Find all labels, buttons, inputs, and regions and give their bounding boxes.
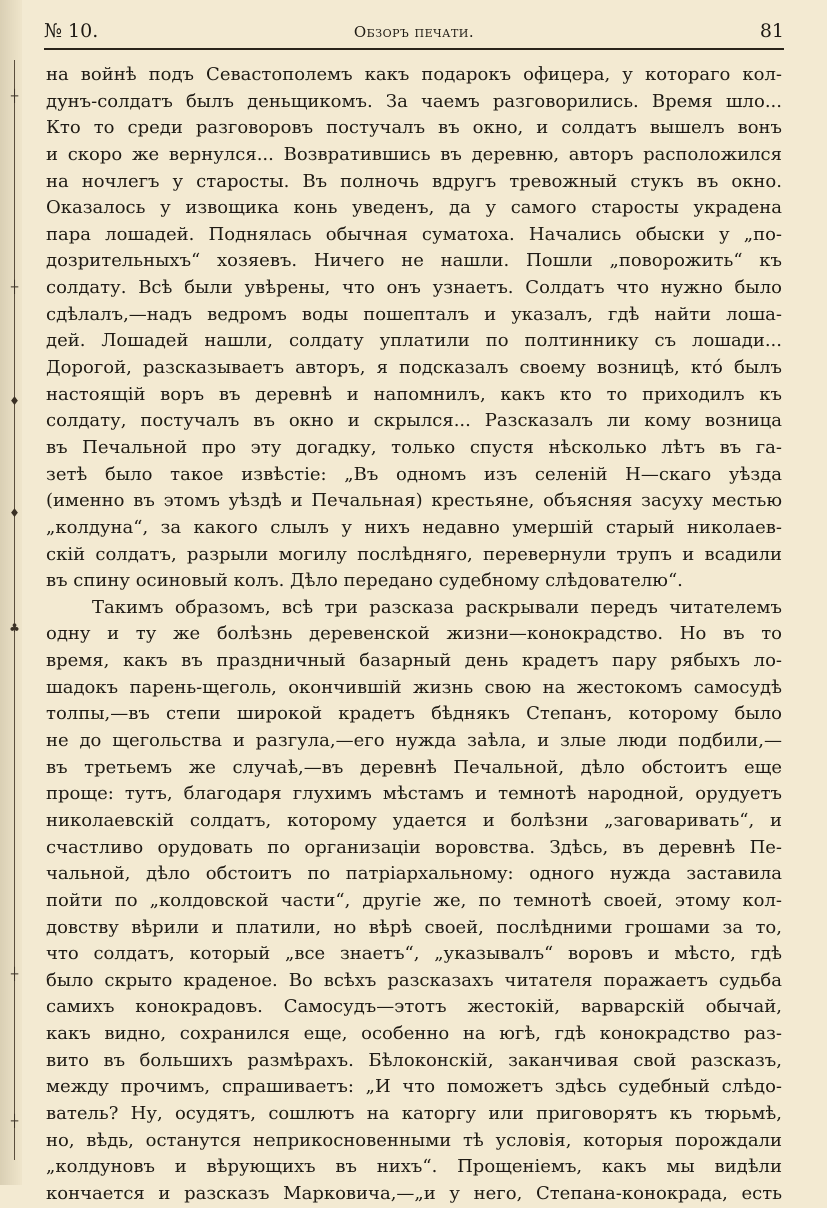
text-line: ватель? Ну, осудятъ, сошлютъ на каторгу или приговорятъ къ тюрьмѣ,	[46, 1102, 782, 1124]
text-line: „колдуна“, за какого слылъ у нихъ недавно умершій старый николаев-	[46, 516, 782, 538]
text-line: самихъ конокрадовъ. Самосудъ—этотъ жестокій, варварскій обычай,	[46, 996, 782, 1018]
stitch-mark: ┼	[10, 1114, 19, 1128]
running-title: Обзоръ печати.	[353, 23, 475, 41]
text-line: не до щегольства и разгула,—его нужда заѣла, и злые люди подбили,—	[46, 730, 782, 752]
stitch-mark: ♦	[9, 506, 20, 520]
text-line: дозрительныхъ“ хозяевъ. Ничего не нашли. Пошли „поворожить“ къ	[46, 250, 782, 272]
stitch-mark: ♦	[9, 394, 20, 408]
text-line: Оказалось у извощика конь уведенъ, да у самого старосты украдена	[46, 197, 782, 219]
text-line: солдату. Всѣ были увѣрены, что онъ узнаетъ. Солдатъ что нужно было	[46, 277, 782, 299]
text-line: счастливо орудовать по организаціи воровства. Здѣсь, въ деревнѣ Пе-	[46, 836, 782, 858]
text-line: вито въ большихъ размѣрахъ. Бѣлоконскій, заканчивая свой разсказъ,	[46, 1049, 782, 1071]
text-line: и скоро же вернулся... Возвратившись въ деревню, авторъ расположился	[46, 143, 782, 165]
text-line: проще: тутъ, благодаря глухимъ мѣстамъ и темнотѣ народной, орудуетъ	[46, 783, 782, 805]
text-line: шадокъ парень-щеголь, окончившій жизнь свою на жестокомъ самосудѣ	[46, 676, 782, 698]
text-line: на ночлегъ у старосты. Въ полночь вдругъ тревожный стукъ въ окно.	[46, 170, 782, 192]
text-line: Дорогой, разсказываетъ авторъ, я подсказалъ своему возницѣ, ктó былъ	[46, 357, 782, 379]
page-binding	[0, 0, 22, 1185]
text-line: николаевскій солдатъ, которому удается и болѣзни „заговаривать“, и	[46, 809, 782, 831]
text-line: „колдуновъ и вѣрующихъ въ нихъ“. Прощеніемъ, какъ мы видѣли	[46, 1156, 782, 1178]
body-text	[46, 62, 782, 1208]
text-line: дей. Лошадей нашли, солдату уплатили по полтиннику съ лошади...	[46, 330, 782, 352]
text-line: пара лошадей. Поднялась обычная суматоха. Начались обыски у „по-	[46, 223, 782, 245]
binding-stitch-line	[14, 60, 15, 1160]
header-rule	[44, 48, 784, 50]
text-line: было скрыто краденое. Во всѣхъ разсказахъ читателя поражаетъ судьба	[46, 969, 782, 991]
text-line: между прочимъ, спрашиваетъ: „И что поможетъ здѣсь судебный слѣдо-	[46, 1076, 782, 1098]
text-line: настоящій воръ въ деревнѣ и напомнилъ, какъ кто то приходилъ къ	[46, 383, 782, 405]
text-line: чальной, дѣло обстоитъ по патріархальному: одного нужда заставила	[46, 863, 782, 885]
text-line: солдату, постучалъ въ окно и скрылся... Разсказалъ ли кому возница	[46, 410, 782, 432]
text-line: въ Печальной про эту догадку, только спустя нѣсколько лѣтъ въ га-	[46, 436, 782, 458]
text-line: въ третьемъ же случаѣ,—въ деревнѣ Печальной, дѣло обстоитъ еще	[46, 756, 782, 778]
issue-number: № 10.	[44, 20, 99, 42]
text-line: какъ видно, сохранился еще, особенно на югѣ, гдѣ конокрадство раз-	[46, 1023, 782, 1045]
text-line: но, вѣдь, останутся неприкосновенными тѣ условія, которыя порождали	[46, 1129, 782, 1151]
text-line: одну и ту же болѣзнь деревенской жизни—конокрадство. Но въ то	[46, 623, 782, 645]
running-header	[44, 20, 784, 48]
text-line: въ спину осиновый колъ. Дѣло передано судебному слѣдователю“.	[46, 570, 683, 592]
stitch-mark: ♣	[9, 621, 20, 635]
paragraph-first-line: Такимъ образомъ, всѣ три разсказа раскрывали передъ читателемъ	[92, 596, 782, 618]
text-line: пойти по „колдовской части“, другіе же, по темнотѣ своей, этому кол-	[46, 889, 782, 911]
text-line: толпы,—въ степи широкой крадетъ бѣднякъ Степанъ, которому было	[46, 703, 782, 725]
text-line: зетѣ было такое извѣстіе: „Въ одномъ изъ селеній Н—скаго уѣзда	[46, 463, 782, 485]
stitch-mark: ┼	[10, 89, 19, 103]
stitch-mark: ┼	[10, 280, 19, 294]
text-line: дунъ-солдатъ былъ деньщикомъ. За чаемъ разговорились. Время шло...	[46, 90, 782, 112]
text-line: время, какъ въ праздничный базарный день крадетъ пару рябыхъ ло-	[46, 650, 782, 672]
text-line: скій солдатъ, разрыли могилу послѣдняго, перевернули трупъ и всадили	[46, 543, 782, 565]
text-line: сдѣлалъ,—надъ ведромъ воды пошепталъ и указалъ, гдѣ найти лоша-	[46, 303, 782, 325]
page-number: 81	[759, 20, 784, 42]
text-line: (именно въ этомъ уѣздѣ и Печальная) крестьяне, объясняя засуху местью	[46, 490, 782, 512]
text-line: довству вѣрили и платили, но вѣрѣ своей, послѣдними грошами за то,	[46, 916, 782, 938]
text-line: на войнѣ подъ Севастополемъ какъ подарокъ офицера, у котораго кол-	[46, 64, 782, 85]
text-line: что солдатъ, который „все знаетъ“, „указывалъ“ воровъ и мѣсто, гдѣ	[46, 943, 782, 965]
text-line: Кто то среди разговоровъ постучалъ въ окно, и солдатъ вышелъ вонъ	[46, 117, 782, 139]
text-line: кончается и разсказъ Марковича,—„и у него, Степана-конокрада, есть	[46, 1182, 782, 1204]
stitch-mark: ┼	[10, 967, 19, 981]
